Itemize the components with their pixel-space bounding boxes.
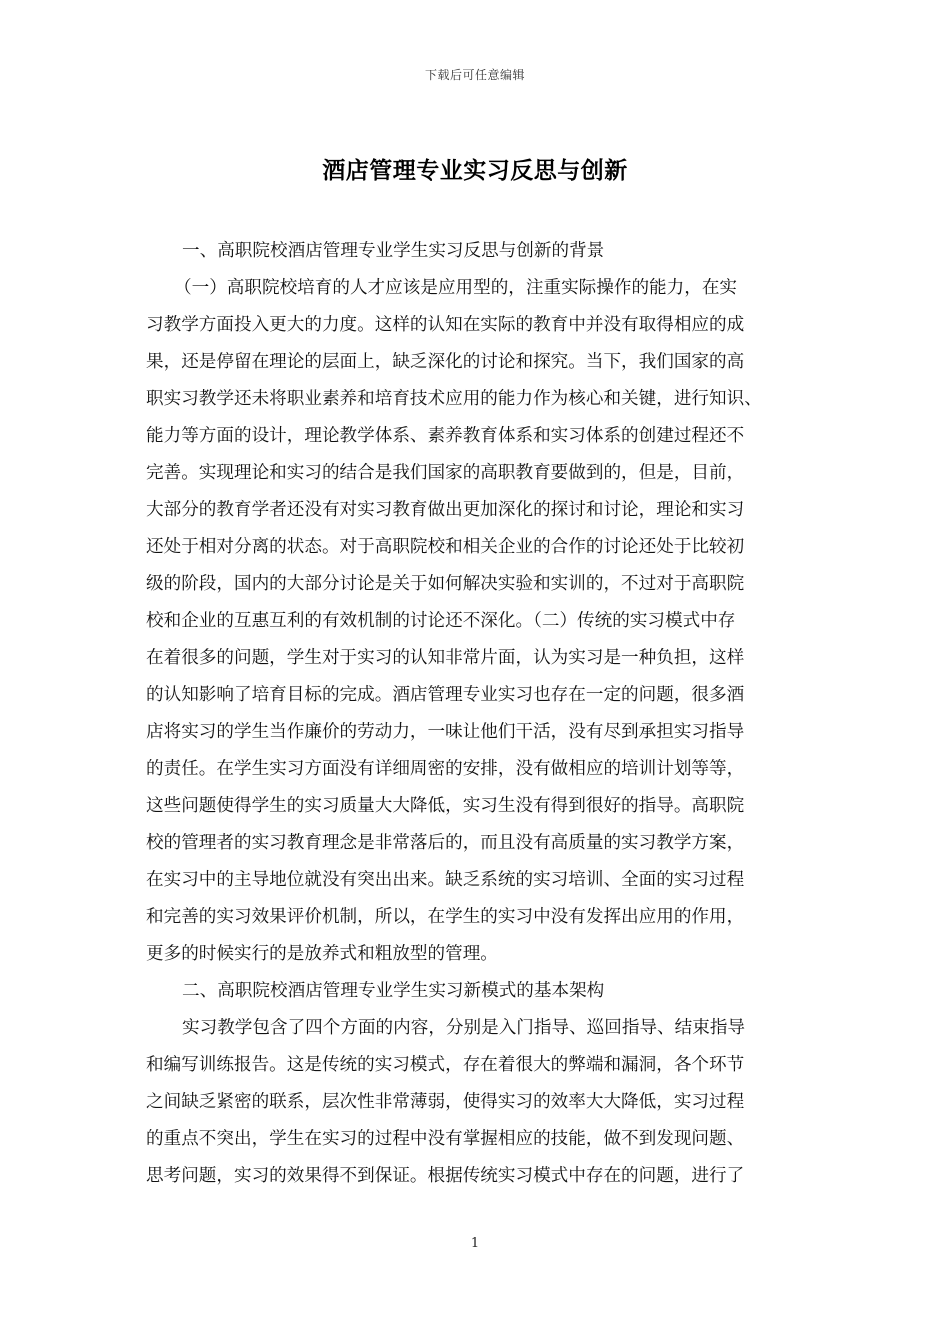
- paragraph-line: 思考问题，实习的效果得不到保证。根据传统实习模式中存在的问题，进行了: [146, 1166, 745, 1186]
- page-number: 1: [470, 1236, 480, 1251]
- paragraph-line: 在实习中的主导地位就没有突出出来。缺乏系统的实习培训、全面的实习过程: [146, 870, 745, 890]
- paragraph-line: 和编写训练报告。这是传统的实习模式，存在着很大的弊端和漏洞，各个环节: [146, 1055, 745, 1075]
- paragraph-line: 这些问题使得学生的实习质量大大降低，实习生没有得到很好的指导。高职院: [146, 796, 745, 816]
- paragraph-line: 大部分的教育学者还没有对实习教育做出更加深化的探讨和讨论，理论和实习: [146, 500, 745, 520]
- paragraph-line: 的认知影响了培育目标的完成。酒店管理专业实习也存在一定的问题，很多酒: [146, 685, 745, 705]
- paragraph-line: 更多的时候实行的是放养式和粗放型的管理。: [146, 944, 498, 964]
- paragraph-line: 习教学方面投入更大的力度。这样的认知在实际的教育中并没有取得相应的成: [146, 315, 745, 335]
- paragraph-line: 果，还是停留在理论的层面上，缺乏深化的讨论和探究。当下，我们国家的高: [146, 352, 745, 372]
- paragraph-line: 校和企业的互惠互利的有效机制的讨论还不深化。（二）传统的实习模式中存: [146, 611, 736, 631]
- paragraph-line: 的重点不突出，学生在实习的过程中没有掌握相应的技能，做不到发现问题、: [146, 1129, 745, 1149]
- paragraph-line: 实习教学包含了四个方面的内容，分别是入门指导、巡回指导、结束指导: [182, 1018, 746, 1038]
- paragraph-line: 完善。实现理论和实习的结合是我们国家的高职教育要做到的，但是，目前，: [146, 463, 745, 483]
- paragraph-line: （一）高职院校培育的人才应该是应用型的，注重实际操作的能力，在实: [174, 278, 738, 298]
- paragraph-line: 职实习教学还未将职业素养和培育技术应用的能力作为核心和关键，进行知识、: [146, 389, 762, 409]
- document-body: [146, 233, 822, 1195]
- paragraph-line: 能力等方面的设计，理论教学体系、素养教育体系和实习体系的创建过程还不: [146, 426, 745, 446]
- header-note: 下载后可任意编辑: [424, 68, 525, 82]
- paragraph-line: 在着很多的问题，学生对于实习的认知非常片面，认为实习是一种负担，这样: [146, 648, 745, 668]
- section-heading-2: 二、高职院校酒店管理专业学生实习新模式的基本架构: [182, 981, 605, 1001]
- paragraph-line: 级的阶段，国内的大部分讨论是关于如何解决实验和实训的，不过对于高职院: [146, 574, 745, 594]
- paragraph-line: 还处于相对分离的状态。对于高职院校和相关企业的合作的讨论还处于比较初: [146, 537, 745, 557]
- paragraph-line: 之间缺乏紧密的联系，层次性非常薄弱，使得实习的效率大大降低，实习过程: [146, 1092, 745, 1112]
- section-heading-1: 一、高职院校酒店管理专业学生实习反思与创新的背景: [182, 241, 605, 261]
- paragraph-line: 店将实习的学生当作廉价的劳动力，一味让他们干活，没有尽到承担实习指导: [146, 722, 745, 742]
- paragraph-line: 和完善的实习效果评价机制，所以，在学生的实习中没有发挥出应用的作用，: [146, 907, 745, 927]
- paragraph-line: 校的管理者的实习教育理念是非常落后的，而且没有高质量的实习教学方案，: [146, 833, 745, 853]
- document-title: 酒店管理专业实习反思与创新: [322, 157, 628, 184]
- paragraph-line: 的责任。在学生实习方面没有详细周密的安排，没有做相应的培训计划等等，: [146, 759, 745, 779]
